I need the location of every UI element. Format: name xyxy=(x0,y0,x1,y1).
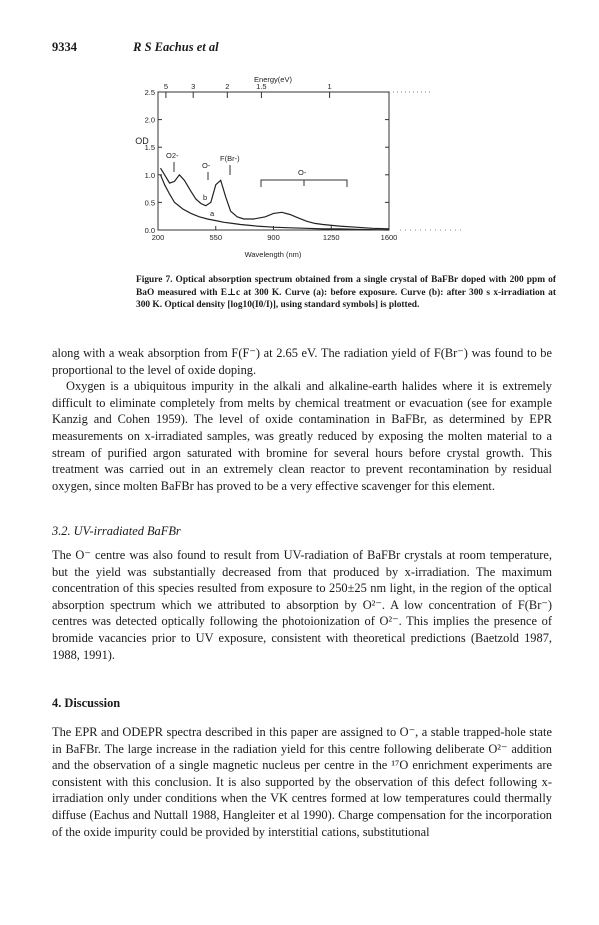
curve-label-a: a xyxy=(210,209,215,218)
top-tick-label: 3 xyxy=(191,82,196,91)
x-tick-label: 1600 xyxy=(380,233,398,242)
para-oxygen: Oxygen is a ubiquitous impurity in the alkali and alkaline-earth halides where it is extremely difficult to eliminate completely from melts by chemical treatment or evacuation (see for example Kanzig and Cohen 1959). The level of oxide contamination in BaFBr, as determined by EPR measurements on x-irradiated samples, was greatly reduced by exposing the molten material to a stream of purified argon saturated with bromine for several hours before crystal growth. This treatment was carried out in an extremely clean reactor to prevent recontamination by residual oxygen, since molten BaFBr has proved to be a very effective scavenger for this element. xyxy=(52,379,552,493)
top-tick-label: 5 xyxy=(163,82,169,91)
top-tick-label: 1.5 xyxy=(256,82,267,91)
running-authors: R S Eachus et al xyxy=(133,40,219,54)
section-heading-3-2: 3.2. UV-irradiated BaFBr xyxy=(52,524,181,538)
y-tick-label: 0.0 xyxy=(144,226,155,235)
para-discussion: The EPR and ODEPR spectra described in this paper are assigned to O⁻, a stable trapped-hole state in BaFBr. The large increase in the radiation yield for this centre following deliberate O²⁻ addition and the observation of a single magnetic nucleus per centre in the ¹⁷O enrichment experiments are consistent with this conclusion. It is also supported by the observation of this defect following x-irradiation only under conditions when the VK centres formed at low temperatures could thermally diffuse (Eachus and Nuttall 1988, Hangleiter et al 1990). Charge compensation for the incorporation of the oxide impurity could be provided by interstitial cations, substitutional xyxy=(52,725,552,839)
y-tick-label: 1.0 xyxy=(144,170,155,180)
annotation-f-br: F(Br-) xyxy=(220,154,240,163)
x-tick-label: 1250 xyxy=(322,233,340,242)
section-heading-4: 4. Discussion xyxy=(52,696,121,710)
page-number: 9334 xyxy=(52,40,77,54)
y-axis-title: OD xyxy=(135,136,149,146)
y-tick-label: 2.0 xyxy=(144,115,155,125)
x-tick-label: 200 xyxy=(151,233,165,242)
annotation-o2: O2- xyxy=(166,151,179,160)
top-tick-label: 1 xyxy=(327,82,332,91)
y-tick-label: 1.5 xyxy=(144,143,155,153)
figure-caption xyxy=(136,274,556,312)
body-paragraph-1 xyxy=(52,345,552,494)
top-axis-title: Energy(eV) xyxy=(254,75,292,84)
x-tick-label: 900 xyxy=(267,233,280,242)
body-paragraph-discussion xyxy=(52,724,552,840)
caption-text: Optical absorption spectrum obtained from a single crystal of BaFBr doped with 200 ppm of BaO measured with E⊥c at 300 K. Curve (a): before exposure. Curve (b): after 300 s x-irradiation at 300 K. Optical density [log10(I0/I)], using standard symbols] is plotted. xyxy=(136,275,556,311)
para-uv: The O⁻ centre was also found to result from UV-radiation of BaFBr crystals at room temperature, but the yield was substantially decreased from that produced by x-irradiation. The maximum concentration of this species resulted from exposure to 250±25 nm light, in the region of the optical absorption spectrum which we attributed to absorption by O²⁻. A low concentration of F(Br⁻) centres was detected optically following the photoionization of O²⁻. This implies the presence of bromide vacancies prior to UV exposure, consistent with theoretical predictions (Baetzold 1987, 1988, 1991). xyxy=(52,548,552,662)
caption-label: Figure 7. xyxy=(136,275,173,285)
para-continued: along with a weak absorption from F(F⁻) at 2.65 eV. The radiation yield of F(Br⁻) was found to be proportional to the level of oxide doping. xyxy=(52,346,552,377)
body-paragraph-uv xyxy=(52,547,552,663)
plot-frame xyxy=(158,92,389,230)
x-tick-label: 550 xyxy=(209,233,223,242)
curve-label-b: b xyxy=(203,193,208,202)
o-band-bracket xyxy=(261,180,347,187)
absorption-spectrum-figure xyxy=(0,0,599,270)
annotation-o-uv: O- xyxy=(202,161,211,170)
x-axis-title: Wavelength (nm) xyxy=(244,250,302,259)
annotation-o-band: O- xyxy=(298,168,307,177)
y-tick-label: 2.5 xyxy=(144,88,155,97)
y-tick-label: 0.5 xyxy=(144,198,155,208)
curve-a xyxy=(161,175,390,230)
curve-b xyxy=(161,168,390,229)
top-tick-label: 2 xyxy=(225,82,230,91)
